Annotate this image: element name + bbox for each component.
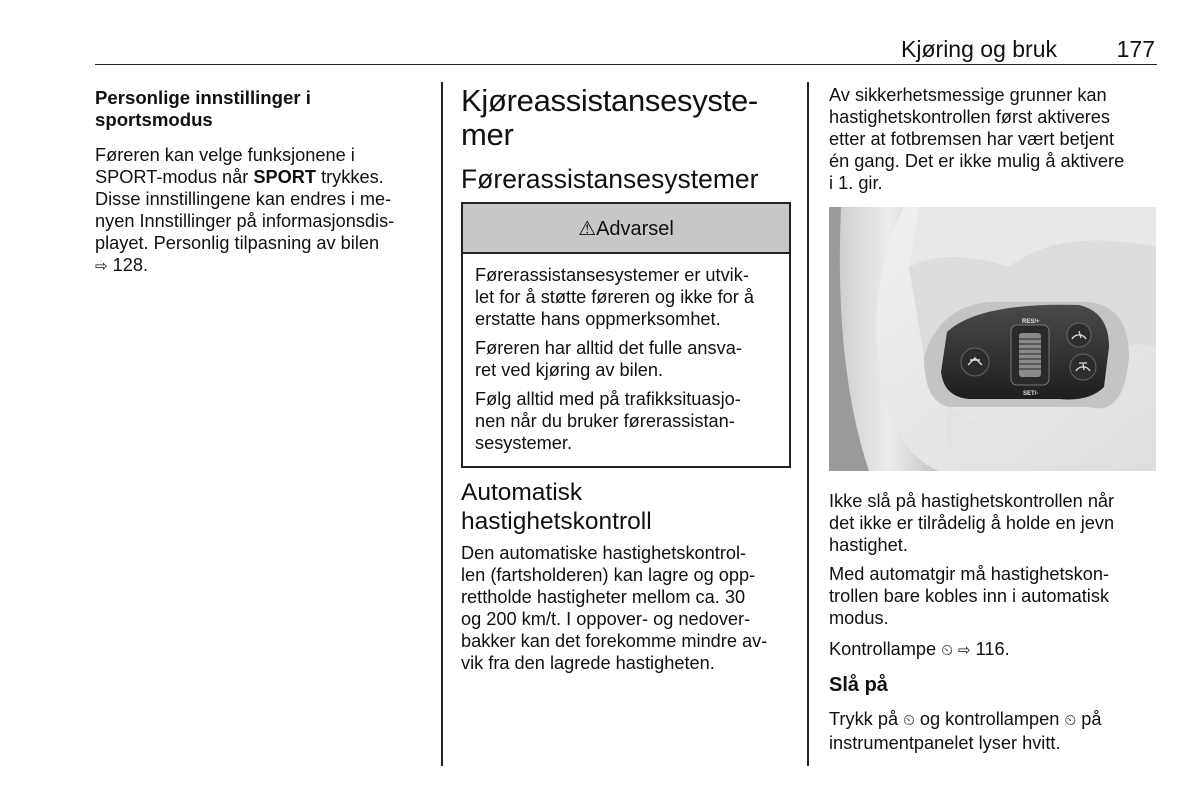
section-heading-sport: Personlige innstillinger i sportsmodus <box>95 87 311 130</box>
warning-box <box>461 202 791 468</box>
warning-triangle-icon: ⚠ <box>578 218 597 240</box>
warning-text: Førerassistansesystemer er utvik- let for å støtte føreren og ikke for å erstatte hans oppmerksomhet. Føreren har alltid det fulle ansva- ret ved kjøring av bilen. Følg alltid med på trafikksituasjo- nen når du bruker førerassistan- sesystemer. <box>475 265 754 453</box>
reference-arrow-icon: ⇨ <box>957 642 971 659</box>
warning-label: Advarsel <box>596 218 674 240</box>
intro-paragraph: Av sikkerhetsmessige grunner kan hastighetskontrollen først aktiveres etter at fotbremsen har vært betjent én gang. Det er ikke mulig å aktivere i 1. gir. <box>829 85 1125 193</box>
sport-paragraph: Føreren kan velge funksjonene i SPORT-modus når SPORT trykkes. Disse innstillingene kan endres i me- nyen Innstillinger på informasjonsdis- playet. Personlig tilpasning av bilen ⇨ 128. <box>95 144 425 278</box>
column-1 <box>95 87 425 278</box>
cruise-control-icon: ⏲ <box>903 712 915 729</box>
subheading-switch-on: Slå på <box>829 674 888 696</box>
column-divider-left <box>441 82 443 766</box>
cruise-control-section <box>461 478 791 674</box>
warning-title-bar <box>463 204 789 254</box>
control-lamp-reference: Kontrollampe ⏲ ⇨ 116. <box>829 639 1010 659</box>
set-label: SET/- <box>1023 391 1039 397</box>
sport-keyword: SPORT <box>253 167 317 187</box>
warning-steady-speed-paragraph: Ikke slå på hastighetskontrollen når det ikke er tilrådelig å holde en jevn hastighet. <box>829 491 1115 555</box>
res-label: RES/+ <box>1022 319 1040 325</box>
chapter-title: Kjøreassistansesyste- mer <box>461 83 758 152</box>
page-number: 177 <box>1116 36 1155 62</box>
section-title-driver-assistance: Førerassistansesystemer <box>461 164 759 194</box>
column-2 <box>461 84 791 194</box>
automatic-gearbox-paragraph: Med automatgir må hastighetskon- trollen bare kobles inn i automatisk modus. <box>829 564 1110 628</box>
steering-wheel-photo <box>829 207 1156 471</box>
running-header <box>95 30 1157 65</box>
section-heading-cruise-control: Automatisk hastighetskontroll <box>461 479 652 535</box>
section-title: Kjøring og bruk <box>901 36 1057 62</box>
page-reference[interactable]: ⇨ 128. <box>95 255 149 275</box>
reference-arrow-icon: ⇨ <box>95 258 108 275</box>
page-reference[interactable]: 116. <box>970 639 1010 659</box>
cruise-control-icon: ⏲ <box>941 642 953 659</box>
cruise-control-paragraph: Den automatiske hastighetskontrol- len (fartsholderen) kan lagre og opp- rettholde hastigheter mellom ca. 30 og 200 km/t. I oppover- og nedover- bakker kan det forekomme mindre av- vik fra den lagrede hastigheten. <box>461 543 768 673</box>
column-3-text <box>829 490 1159 754</box>
switch-on-paragraph: Trykk på ⏲ og kontrollampen ⏲ på instrumentpanelet lyser hvitt. <box>829 709 1102 753</box>
column-divider-right <box>807 82 809 766</box>
cruise-control-lamp-icon: ⏲ <box>1064 712 1077 729</box>
